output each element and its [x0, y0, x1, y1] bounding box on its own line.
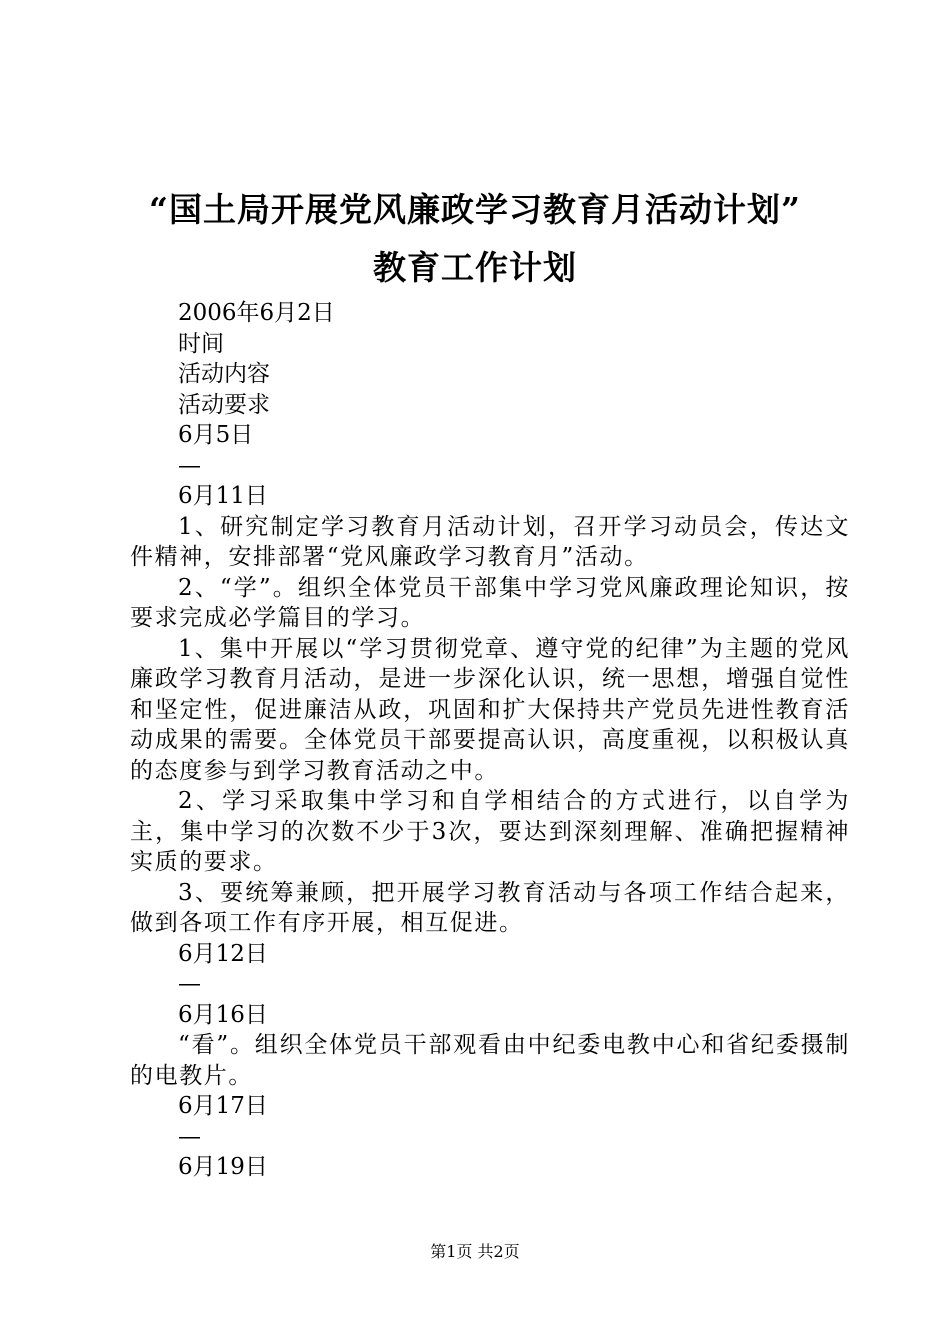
period1-start: 6月5日 [178, 422, 254, 448]
period1-end: 6月11日 [178, 483, 268, 509]
requirement1-item2: 2、学习采取集中学习和自学相结合的方式进行，以自学为主，集中学习的次数不少于3次，要达到深刻理解、准确把握精神实质的要求。 [130, 788, 850, 875]
requirement1-item1: 1、集中开展以“学习贯彻党章、遵守党的纪律”为主题的党风廉政学习教育月活动，是进一步深化认识，统一思想，增强自觉性和坚定性，促进廉洁从政，巩固和扩大保持共产党员先进性教育活动成果的需要。全体党员干部要提高认识，高度重视，以积极认真的态度参与到学习教育活动之中。 [130, 635, 850, 784]
header-content: 活动内容 [178, 361, 270, 387]
document-title-line2: 教育工作计划 [373, 248, 577, 287]
period2-end: 6月16日 [178, 1001, 268, 1028]
period3-start: 6月17日 [178, 1093, 268, 1119]
period1-dash: — [178, 452, 201, 479]
content1-item2: 2、“学”。组织全体党员干部集中学习党风廉政理论知识，按要求完成必学篇目的学习。 [130, 574, 850, 631]
document-date: 2006年6月2日 [178, 300, 335, 326]
requirement1-item3: 3、要统筹兼顾，把开展学习教育活动与各项工作结合起来，做到各项工作有序开展，相互促进。 [130, 879, 850, 936]
period2-dash: — [178, 971, 201, 997]
content2-item: “看”。组织全体党员干部观看由中纪委电教中心和省纪委摄制的电教片。 [130, 1032, 850, 1089]
page-footer: 第1页 共2页 [430, 1242, 520, 1261]
period2-start: 6月12日 [178, 940, 268, 967]
period3-dash: — [178, 1123, 201, 1150]
document-title-line1: “国土局开展党风廉政学习教育月活动计划” [149, 190, 801, 229]
header-requirements: 活动要求 [178, 391, 270, 418]
header-time: 时间 [178, 330, 224, 357]
content1-item1: 1、研究制定学习教育月活动计划，召开学习动员会，传达文件精神，安排部署“党风廉政学习教育月”活动。 [130, 513, 850, 570]
period3-end: 6月19日 [178, 1154, 268, 1180]
document-body [130, 298, 850, 1183]
